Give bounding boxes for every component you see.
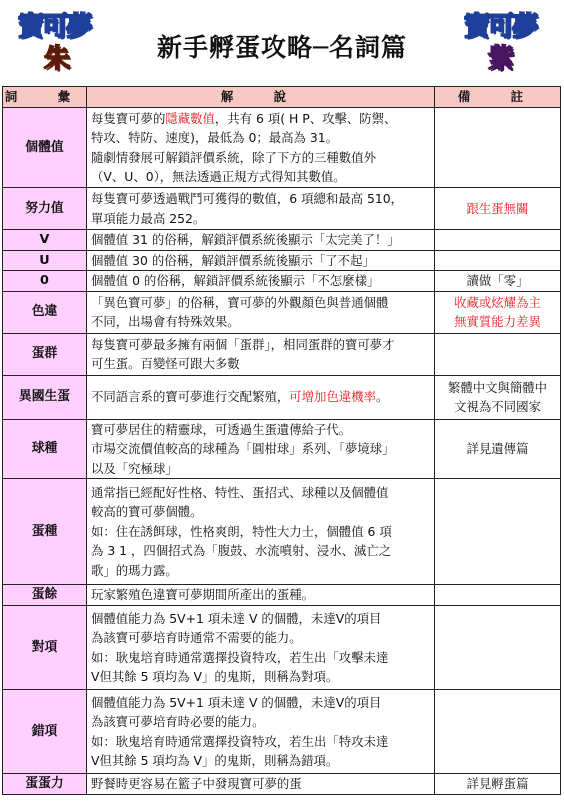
description-cell [87, 188, 435, 230]
table-row [3, 333, 561, 375]
note-cell: 詳見孵蛋篇 [435, 774, 561, 795]
table-row [3, 188, 561, 230]
table-row [3, 230, 561, 251]
term-cell: 0 [3, 271, 87, 292]
header-desc: 解 說 [87, 87, 435, 108]
pokemon-violet-logo [452, 4, 548, 74]
note-cell: 讀做「零」 [435, 271, 561, 292]
term-cell: 努力值 [3, 188, 87, 230]
description-line: 特攻、特防、速度)，最低為 0；最高為 31。 [91, 130, 339, 145]
highlight-text: 隱藏數值 [165, 110, 215, 126]
note-cell [435, 585, 561, 606]
note-cell [435, 230, 561, 251]
logo-sub: 朱 [44, 44, 71, 74]
description-line: 如：住在誘餌球，性格爽朗，特性大力士，個體值 6 項 [91, 523, 392, 539]
note-cell: 詳見遺傳篇 [435, 419, 561, 479]
description-cell [87, 250, 435, 271]
description-line: 以及「究極球」 [91, 460, 178, 476]
note-line: 無實質能力差異 [454, 314, 541, 329]
logo-sub: 紫 [488, 44, 515, 74]
description-line: 為該寶可夢培育時通常不需要的能力。 [91, 630, 302, 645]
description-line: 個體值 0 的俗稱，解鎖評價系統後顯示「不怎麼樣」 [91, 273, 380, 288]
description-cell [87, 108, 435, 188]
description-line: 可生蛋。百變怪可跟大多數 [91, 356, 240, 371]
description-line: 隨劇情發展可解鎖評價系統，除了下方的三種數值外 [91, 149, 376, 165]
note-line: 繁體中文與簡體中 [447, 379, 548, 395]
description-line: （V、U、0），無法透過正規方式得知其數值。 [91, 169, 346, 184]
description-cell [87, 606, 435, 690]
description-line: 不同語言系的寶可夢進行交配繁殖，可增加色違機率。 [91, 389, 389, 405]
highlight-text: 可增加色違機率 [289, 389, 376, 405]
description-line: 個體值能力為 5V+1 項未達 V 的個體，未達V的項目 [91, 610, 382, 626]
description-line: 市場交流價值較高的球種為「圓柑球」系列、「夢境球」 [91, 441, 395, 456]
description-line: 個體值能力為 5V+1 項未達 V 的個體，未達V的項目 [91, 694, 382, 710]
description-cell [87, 230, 435, 251]
table-row [3, 479, 561, 585]
description-cell [87, 291, 435, 333]
term-cell: 蛋蛋力 [3, 774, 87, 795]
term-cell: 蛋群 [3, 333, 87, 375]
header-row [3, 87, 561, 108]
note-cell [435, 250, 561, 271]
term-cell: V [3, 230, 87, 251]
description-line: V但其餘 5 項均為 V」的鬼斯，則稱為錯項。 [91, 753, 339, 768]
description-cell [87, 333, 435, 375]
table-row [3, 585, 561, 606]
table-row [3, 606, 561, 690]
description-line: 寶可夢居住的精靈球，可透過生蛋遺傳給子代。 [91, 421, 352, 437]
term-cell: U [3, 250, 87, 271]
header-note: 備 註 [435, 87, 561, 108]
note-cell [435, 375, 561, 419]
table-row [3, 774, 561, 795]
term-cell: 異國生蛋 [3, 375, 87, 419]
note-cell [435, 479, 561, 585]
note-cell [435, 291, 561, 333]
note-cell [435, 690, 561, 774]
glossary-table [2, 86, 561, 795]
header-term: 詞 彙 [3, 87, 87, 108]
term-cell: 色違 [3, 291, 87, 333]
description-line: 單項能力最高 252。 [91, 210, 206, 226]
description-line: 每隻寶可夢透過戰鬥可獲得的數值，6 項總和最高 510， [91, 191, 404, 206]
note-cell: 跟生蛋無關 [435, 188, 561, 230]
description-cell [87, 375, 435, 419]
description-cell [87, 585, 435, 606]
note-cell [435, 333, 561, 375]
description-cell [87, 774, 435, 795]
table-row [3, 690, 561, 774]
description-line: 為該寶可夢培育時必要的能力。 [91, 714, 265, 729]
term-cell: 蛋餘 [3, 585, 87, 606]
term-cell: 個體值 [3, 108, 87, 188]
logo-word: 寶可夢 [463, 12, 536, 42]
page-title: 新手孵蛋攻略─名詞篇 [156, 33, 408, 62]
table-row [3, 250, 561, 271]
description-line: 不同，出場會有特殊效果。 [91, 314, 240, 329]
term-cell: 錯項 [3, 690, 87, 774]
description-line: 如：耿鬼培育時通常選擇投資特攻，若生出「特攻未達 [91, 733, 389, 749]
term-cell: 對項 [3, 606, 87, 690]
note-cell [435, 108, 561, 188]
description-cell [87, 271, 435, 292]
note-cell [435, 606, 561, 690]
table-row [3, 291, 561, 333]
page-header [0, 0, 564, 82]
table-row [3, 108, 561, 188]
description-line: 為 3 1 ，四個招式為「腹鼓、水流噴射、浸水、滅亡之 [91, 543, 392, 559]
description-line: 如：耿鬼培育時通常選擇投資特攻，若生出「攻擊未達 [91, 649, 389, 665]
table-row [3, 375, 561, 419]
description-line: 每隻寶可夢最多擁有兩個「蛋群」，相同蛋群的寶可夢才 [91, 336, 395, 352]
description-line: V但其餘 5 項均為 V」的鬼斯，則稱為對項。 [91, 669, 339, 684]
description-line: 個體值 31 的俗稱，解鎖評價系統後顯示「太完美了！」 [91, 232, 400, 247]
pokemon-scarlet-logo [6, 4, 102, 74]
description-line: 野餐時更容易在籃子中發現寶可夢的蛋 [91, 776, 302, 791]
description-line: 「異色寶可夢」的俗稱，寶可夢的外觀顏色與普通個體 [91, 294, 389, 310]
note-line: 文視為不同國家 [454, 399, 541, 414]
logo-word: 寶可夢 [17, 12, 90, 42]
description-cell [87, 479, 435, 585]
description-line: 較高的寶可夢個體。 [91, 504, 203, 520]
table-row [3, 271, 561, 292]
term-cell: 球種 [3, 419, 87, 479]
description-line: 每隻寶可夢的隱藏數值，共有 6 項( H P、攻擊、防禦、 [91, 110, 397, 126]
description-cell [87, 690, 435, 774]
term-cell: 蛋種 [3, 479, 87, 585]
description-cell [87, 419, 435, 479]
description-line: 歌」的瑪力露。 [91, 562, 178, 578]
note-line: 收藏或炫耀為主 [454, 294, 541, 310]
description-line: 通常指已經配好性格、特性、蛋招式、球種以及個體值 [91, 484, 389, 500]
description-line: 玩家繁殖色違寶可夢期間所產出的蛋種。 [91, 587, 315, 603]
glossary-body [3, 108, 561, 795]
table-row [3, 419, 561, 479]
description-line: 個體值 30 的俗稱，解鎖評價系統後顯示「了不起」 [91, 252, 375, 268]
